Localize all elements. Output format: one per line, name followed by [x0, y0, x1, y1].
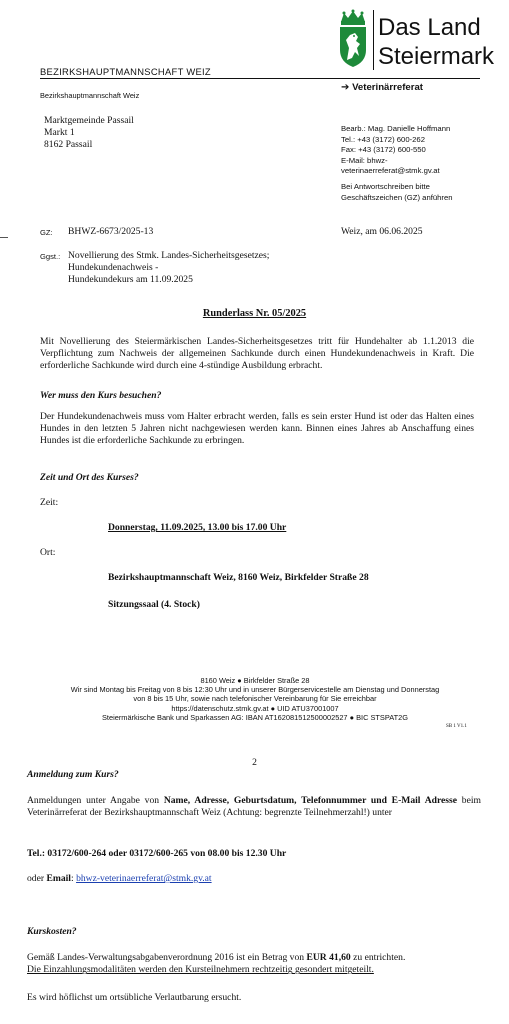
department-name: Veterinärreferat — [352, 82, 423, 93]
costs-amount: EUR 41,60 — [306, 952, 351, 963]
email-prefix: oder — [27, 873, 47, 884]
footer-hours-2: von 8 bis 15 Uhr, sowie nach telefonischer Vereinbarung für Sie erreichbar — [133, 694, 377, 704]
logo-line-1: Das Land — [378, 14, 481, 41]
contact-handler: Bearb.: Mag. Danielle Hoffmann — [341, 124, 451, 133]
course-room: Sitzungssaal (4. Stock) — [108, 599, 200, 610]
footer-version: SB 1 V1.1 — [446, 724, 467, 729]
recipient-line-3: 8162 Passail — [44, 139, 93, 150]
page-footer — [20, 676, 490, 722]
registration-text-1: Anmeldungen unter Angabe von — [27, 795, 164, 806]
subject-label: Ggst.: — [40, 252, 61, 261]
recipient-line-2: Markt 1 — [44, 127, 75, 138]
department-label — [341, 82, 423, 93]
subject-line-2: Hundekundenachweis - — [68, 262, 159, 274]
costs-text-2: zu entrichten. — [350, 952, 406, 963]
registration-paragraph — [27, 795, 481, 819]
coat-of-arms-logo — [336, 8, 370, 70]
place-label: Ort: — [40, 547, 56, 558]
heading-costs: Kurskosten? — [27, 926, 77, 937]
heading-who: Wer muss den Kurs besuchen? — [40, 390, 162, 401]
costs-text-1: Gemäß Landes-Verwaltungsabgabenverordnung 2016 ist ein Betrag von — [27, 952, 307, 963]
contact-email-rest[interactable]: veterinaerreferat@stmk.gv.at — [341, 166, 440, 176]
logo-divider — [373, 10, 374, 70]
circular-title: Runderlass Nr. 05/2025 — [202, 308, 307, 319]
gz-label: GZ: — [40, 228, 53, 237]
header-rule — [40, 78, 340, 79]
email-label: Email — [46, 873, 71, 884]
return-address: Bezirkshauptmannschaft Weiz — [40, 91, 140, 100]
contact-fax: Fax: +43 (3172) 600-550 — [341, 145, 426, 155]
agency-name: BEZIRKSHAUPTMANNSCHAFT WEIZ — [40, 66, 211, 77]
subject-line-3: Hundekundekurs am 11.09.2025 — [68, 274, 193, 286]
gz-value: BHWZ-6673/2025-13 — [68, 226, 154, 237]
footer-hours-1: Wir sind Montag bis Freitag von 8 bis 12:30 Uhr und in unserer Bürgerservicestelle am Dienstag und Donnerstag — [70, 685, 440, 695]
registration-text-2: beim Veterinärreferat der Bezirkshauptmannschaft Weiz (Achtung: begrenzte Teilnehmerzahl!) unter — [27, 795, 481, 819]
closing-sentence: Es wird höflichst um ortsübliche Verlautbarung ersucht. — [27, 992, 242, 1003]
registration-email-line — [27, 873, 212, 884]
costs-paragraph — [27, 952, 487, 977]
footer-address: 8160 Weiz ● Birkfelder Straße 28 — [200, 676, 310, 685]
registration-phone: Tel.: 03172/600-264 oder 03172/600-265 von 08.00 bis 12.30 Uhr — [27, 848, 287, 859]
logo-line-2: Steiermark — [378, 43, 495, 70]
contact-block — [341, 124, 453, 203]
intro-paragraph: Mit Novellierung des Steiermärkischen Landes-Sicherheitsgesetzes tritt für Hundehalter ab 1.1.2013 die Verpflichtung zum Nachweis der allgemeinen Sachkunde durch einen Hundekundenachweis in Kraft. Die erforderliche Sachkunde wird durch eine 4-stündige Ausbildung erbracht. — [40, 336, 474, 371]
arrow-right-icon: ➔ — [341, 82, 350, 93]
email-colon: : — [70, 873, 77, 884]
contact-note-line-1: Bei Antwortschreiben bitte — [341, 181, 430, 191]
registration-required-fields: Name, Adresse, Geburtsdatum, Telefonnummer und E-Mail Adresse — [163, 795, 458, 806]
page-number: 2 — [252, 757, 257, 768]
letter-date: Weiz, am 06.06.2025 — [341, 226, 423, 237]
contact-note-line-2: Geschäftszeichen (GZ) anführen — [341, 192, 453, 202]
course-time: Donnerstag, 11.09.2025, 13.00 bis 17.00 Uhr — [108, 522, 287, 533]
email-link[interactable]: bhwz-veterinaerreferat@stmk.gv.at — [76, 873, 212, 884]
who-paragraph: Der Hundekundenachweis muss vom Halter erbracht werden, falls es sein erster Hund ist oder das Halten eines Hundes in den letzten 5 Jahren nicht nachgewiesen werden kann. Binnen eines Jahres ab Anschaffung eines Hundes ist die erforderliche Sachkunde zu erbringen. — [40, 411, 474, 446]
recipient-address — [44, 115, 134, 151]
header-rule-right — [340, 78, 480, 79]
footer-privacy: https://datenschutz.stmk.gv.at ● UID ATU37001007 — [171, 703, 339, 713]
time-label: Zeit: — [40, 497, 59, 508]
heading-when: Zeit und Ort des Kurses? — [40, 472, 139, 483]
fold-mark — [0, 237, 8, 238]
subject-block — [68, 250, 269, 287]
heading-registration: Anmeldung zum Kurs? — [27, 769, 119, 780]
course-place: Bezirkshauptmannschaft Weiz, 8160 Weiz, Birkfelder Straße 28 — [108, 572, 369, 583]
costs-payment-note: Die Einzahlungsmodalitäten werden den Kursteilnehmern rechtzeitig gesondert mitgeteilt. — [27, 964, 374, 976]
contact-email-label: E-Mail: bhwz- — [341, 155, 388, 165]
footer-bank: Steiermärkische Bank und Sparkassen AG: IBAN AT162081512500002527 ● BIC STSPAT2G — [101, 712, 408, 722]
subject-line-1: Novellierung des Stmk. Landes-Sicherheitsgesetzes; — [68, 250, 270, 261]
recipient-line-1: Marktgemeinde Passail — [44, 115, 134, 126]
contact-tel: Tel.: +43 (3172) 600-262 — [341, 134, 425, 144]
